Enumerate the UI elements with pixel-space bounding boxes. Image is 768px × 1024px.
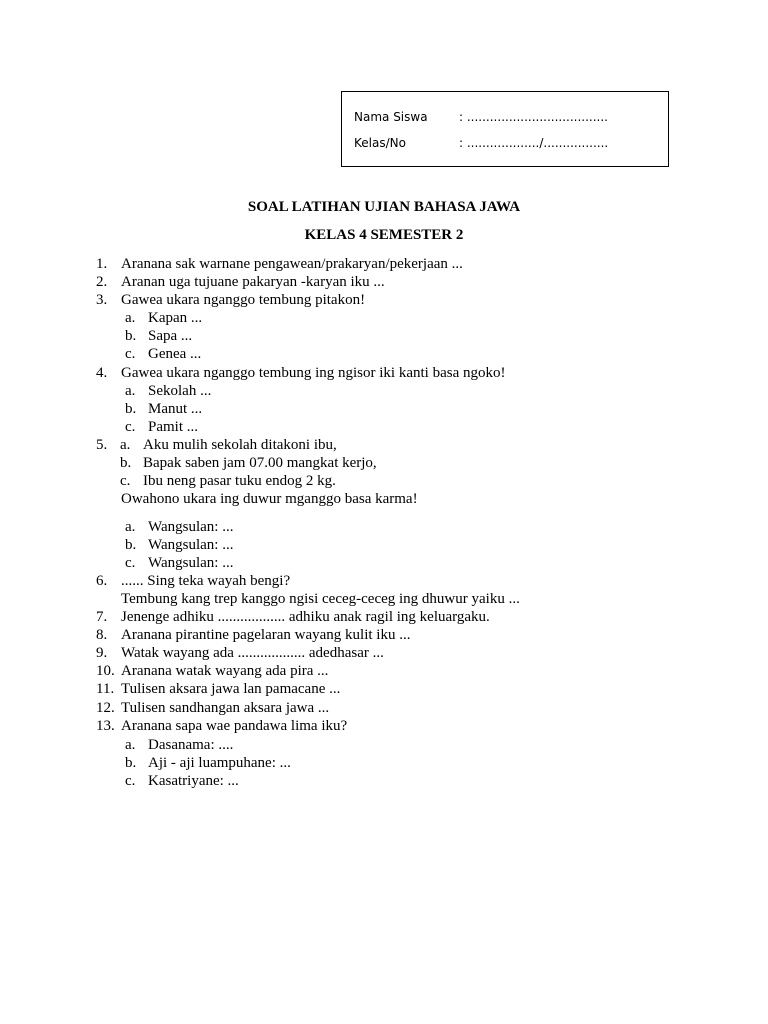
question-number: 3.: [96, 292, 108, 308]
item-label: a.: [125, 519, 136, 535]
item-text: Pamit ...: [148, 419, 199, 435]
statement-text: Aku mulih sekolah ditakoni ibu,: [143, 437, 337, 453]
question-text: Aranana sapa wae pandawa lima iku?: [121, 718, 348, 734]
question-text: Tembung kang trep kanggo ngisi ceceg-ceceg ing dhuwur yaiku ...: [121, 591, 520, 607]
question-text: Gawea ukara nganggo tembung pitakon!: [121, 292, 366, 308]
question-text: Aranan uga tujuane pakaryan -karyan iku ...: [121, 274, 385, 290]
statement-label: c.: [120, 473, 131, 489]
question-text: ...... Sing teka wayah bengi?: [121, 573, 291, 589]
item-text: Wangsulan: ...: [148, 537, 234, 553]
student-name-label: Nama Siswa: [354, 110, 428, 124]
item-text: Kasatriyane: ...: [148, 773, 239, 789]
item-text: Kapan ...: [148, 310, 203, 326]
item-label: b.: [125, 755, 137, 771]
document-subtitle: KELAS 4 SEMESTER 2: [304, 227, 464, 243]
item-label: b.: [125, 401, 137, 417]
question-number: 12.: [96, 700, 115, 716]
item-label: b.: [125, 537, 137, 553]
question-text: Jenenge adhiku .................. adhiku anak ragil ing keluargaku.: [121, 609, 490, 625]
question-number: 5.: [96, 437, 108, 453]
item-label: a.: [125, 310, 136, 326]
statement-text: Bapak saben jam 07.00 mangkat kerjo,: [143, 455, 377, 471]
question-text: Aranana watak wayang ada pira ...: [121, 663, 329, 679]
item-text: Wangsulan: ...: [148, 555, 234, 571]
question-number: 10.: [96, 663, 115, 679]
question-number: 11.: [96, 681, 115, 697]
question-text: Tulisen aksara jawa lan pamacane ...: [121, 681, 341, 697]
student-class-field: : .................../.................: [459, 136, 609, 150]
document-title: SOAL LATIHAN UJIAN BAHASA JAWA: [247, 199, 521, 215]
item-text: Aji - aji luampuhane: ...: [148, 755, 291, 771]
item-label: c.: [125, 419, 136, 435]
item-text: Manut ...: [148, 401, 203, 417]
item-text: Sekolah ...: [148, 383, 212, 399]
question-text: Owahono ukara ing duwur mganggo basa karma!: [121, 491, 418, 507]
student-info-box: [341, 91, 669, 167]
question-number: 2.: [96, 274, 108, 290]
student-name-field: : .....................................: [459, 110, 608, 124]
item-text: Sapa ...: [148, 328, 193, 344]
question-text: Aranana sak warnane pengawean/prakaryan/pekerjaan ...: [121, 256, 463, 272]
question-text: Tulisen sandhangan aksara jawa ...: [121, 700, 330, 716]
question-number: 1.: [96, 256, 108, 272]
item-label: c.: [125, 773, 136, 789]
question-number: 6.: [96, 573, 108, 589]
question-number: 8.: [96, 627, 108, 643]
statement-label: a.: [120, 437, 131, 453]
student-class-label: Kelas/No: [354, 136, 406, 150]
item-label: c.: [125, 346, 136, 362]
item-label: a.: [125, 383, 136, 399]
item-label: b.: [125, 328, 137, 344]
item-text: Dasanama: ....: [148, 737, 234, 753]
item-text: Wangsulan: ...: [148, 519, 234, 535]
question-number: 7.: [96, 609, 108, 625]
question-text: Watak wayang ada .................. adedhasar ...: [121, 645, 384, 661]
statement-label: b.: [120, 455, 132, 471]
item-text: Genea ...: [148, 346, 202, 362]
question-number: 9.: [96, 645, 108, 661]
question-number: 13.: [96, 718, 115, 734]
question-text: Gawea ukara nganggo tembung ing ngisor iki kanti basa ngoko!: [121, 365, 506, 381]
item-label: c.: [125, 555, 136, 571]
item-label: a.: [125, 737, 136, 753]
question-text: Aranana pirantine pagelaran wayang kulit iku ...: [121, 627, 411, 643]
question-number: 4.: [96, 365, 108, 381]
statement-text: Ibu neng pasar tuku endog 2 kg.: [143, 473, 336, 489]
